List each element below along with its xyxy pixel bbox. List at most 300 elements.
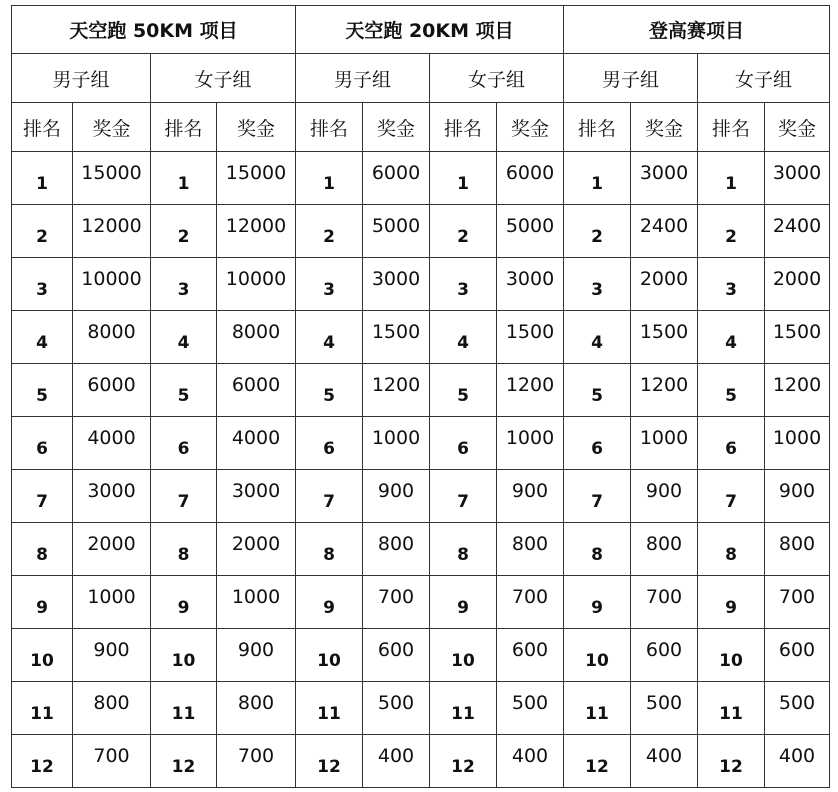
rank-value: 10 (317, 651, 341, 671)
prize-cell (765, 576, 830, 629)
rank-cell (296, 470, 363, 523)
prize-value: 600 (778, 639, 816, 661)
rank-cell (12, 629, 73, 682)
prize-value: 700 (93, 745, 130, 767)
rank-value: 11 (585, 704, 609, 724)
prize-value: 500 (377, 692, 415, 714)
rank-cell (151, 205, 217, 258)
group-header-row (12, 54, 830, 103)
prize-value: 600 (377, 639, 415, 661)
rank-cell (698, 470, 765, 523)
prize-value: 12000 (81, 215, 142, 237)
prize-cell (497, 205, 564, 258)
rank-cell (12, 470, 73, 523)
rank-cell (151, 364, 217, 417)
table-row (12, 682, 830, 735)
prize-value: 2400 (639, 215, 689, 237)
rank-value: 2 (36, 227, 48, 247)
rank-value: 7 (323, 492, 335, 512)
prize-cell (631, 735, 698, 788)
rank-cell (564, 629, 631, 682)
prize-cell (631, 576, 698, 629)
prize-value: 1000 (772, 427, 822, 449)
prize-cell (363, 417, 430, 470)
rank-cell (564, 205, 631, 258)
rank-value: 11 (451, 704, 475, 724)
prize-value: 400 (778, 745, 816, 767)
rank-cell (698, 311, 765, 364)
rank-value: 1 (323, 174, 335, 194)
group-header-men: 男子组 (564, 54, 698, 103)
rank-value: 3 (457, 280, 469, 300)
rank-header: 排名 (430, 103, 497, 152)
prize-value: 1000 (87, 586, 136, 608)
prize-cell (765, 629, 830, 682)
rank-cell (430, 735, 497, 788)
prize-cell (363, 735, 430, 788)
group-header-women: 女子组 (151, 54, 296, 103)
rank-value: 7 (177, 492, 190, 512)
prize-cell (765, 523, 830, 576)
prize-cell (73, 523, 151, 576)
prize-value: 700 (377, 586, 415, 608)
prize-cell (363, 152, 430, 205)
prize-cell (497, 152, 564, 205)
prize-value: 500 (778, 692, 816, 714)
prize-cell (73, 576, 151, 629)
rank-cell (430, 629, 497, 682)
rank-header: 排名 (296, 103, 363, 152)
prize-cell (497, 311, 564, 364)
rank-value: 2 (457, 227, 469, 247)
prize-cell (765, 152, 830, 205)
rank-value: 11 (30, 704, 54, 724)
rank-cell (698, 576, 765, 629)
group-header-women: 女子组 (698, 54, 830, 103)
prize-value: 3000 (505, 268, 555, 290)
prize-value: 700 (645, 586, 683, 608)
prize-value: 800 (377, 533, 415, 555)
rank-value: 8 (457, 545, 469, 565)
prize-value: 1000 (505, 427, 555, 449)
prize-cell (631, 205, 698, 258)
prize-cell (765, 417, 830, 470)
rank-value: 3 (725, 280, 737, 300)
rank-value: 8 (591, 545, 603, 565)
rank-value: 2 (177, 227, 190, 247)
prize-value: 1500 (505, 321, 555, 343)
rank-value: 9 (725, 598, 737, 618)
prize-value: 2000 (231, 533, 281, 555)
rank-cell (564, 576, 631, 629)
prize-cell (631, 629, 698, 682)
prize-value: 900 (377, 480, 415, 502)
prize-cell (217, 258, 296, 311)
rank-value: 4 (323, 333, 335, 353)
rank-cell (151, 682, 217, 735)
prize-header: 奖金 (765, 103, 830, 152)
prize-value: 1500 (772, 321, 822, 343)
rank-cell (564, 523, 631, 576)
prize-header: 奖金 (363, 103, 430, 152)
prize-value: 2000 (87, 533, 136, 555)
prize-value: 2400 (772, 215, 822, 237)
rank-cell (12, 152, 73, 205)
rank-cell (698, 205, 765, 258)
rank-value: 9 (177, 598, 190, 618)
rank-header: 排名 (698, 103, 765, 152)
prize-cell (217, 205, 296, 258)
prize-value: 3000 (87, 480, 136, 502)
rank-cell (564, 152, 631, 205)
rank-cell (430, 523, 497, 576)
prize-cell (217, 364, 296, 417)
rank-cell (151, 152, 217, 205)
rank-value: 12 (585, 757, 609, 777)
rank-cell (698, 258, 765, 311)
rank-cell (698, 735, 765, 788)
prize-cell (73, 682, 151, 735)
prize-cell (497, 364, 564, 417)
table-row (12, 523, 830, 576)
prize-cell (217, 735, 296, 788)
prize-cell (631, 682, 698, 735)
prize-cell (631, 470, 698, 523)
prize-cell (217, 523, 296, 576)
rank-cell (296, 258, 363, 311)
prize-value: 6000 (505, 162, 555, 184)
prize-cell (631, 523, 698, 576)
prize-value: 400 (645, 745, 683, 767)
rank-cell (151, 576, 217, 629)
rank-value: 9 (591, 598, 603, 618)
prize-cell (497, 682, 564, 735)
rank-cell (430, 470, 497, 523)
rank-cell (296, 364, 363, 417)
prize-cell (765, 258, 830, 311)
prize-value: 800 (778, 533, 816, 555)
rank-cell (564, 417, 631, 470)
prize-value: 1000 (231, 586, 281, 608)
rank-cell (296, 523, 363, 576)
prize-cell (765, 364, 830, 417)
prize-value: 10000 (225, 268, 287, 290)
prize-cell (363, 205, 430, 258)
prize-cell (73, 258, 151, 311)
rank-value: 7 (591, 492, 603, 512)
prize-value: 8000 (231, 321, 281, 343)
rank-cell (430, 205, 497, 258)
event-header-20km: 天空跑 20KM 项目 (296, 6, 564, 54)
rank-value: 1 (177, 174, 190, 194)
rank-cell (564, 258, 631, 311)
prize-value: 700 (237, 745, 275, 767)
prize-value: 3000 (772, 162, 822, 184)
prize-header: 奖金 (631, 103, 698, 152)
rank-cell (296, 682, 363, 735)
rank-value: 12 (317, 757, 341, 777)
prize-cell (765, 205, 830, 258)
column-header-row (12, 103, 830, 152)
rank-cell (698, 629, 765, 682)
prize-cell (217, 470, 296, 523)
prize-value: 1500 (371, 321, 421, 343)
prize-cell (217, 152, 296, 205)
rank-cell (296, 735, 363, 788)
rank-cell (698, 682, 765, 735)
rank-value: 3 (323, 280, 335, 300)
rank-cell (430, 152, 497, 205)
table-row (12, 629, 830, 682)
rank-value: 1 (36, 174, 48, 194)
prize-cell (765, 470, 830, 523)
rank-value: 8 (36, 545, 48, 565)
rank-value: 10 (719, 651, 743, 671)
rank-value: 4 (591, 333, 603, 353)
prize-value: 900 (778, 480, 816, 502)
prize-value: 700 (778, 586, 816, 608)
rank-value: 1 (591, 174, 603, 194)
rank-value: 6 (36, 439, 48, 459)
rank-value: 2 (591, 227, 603, 247)
rank-cell (12, 311, 73, 364)
rank-cell (151, 523, 217, 576)
prize-value: 3000 (639, 162, 689, 184)
prize-value: 1000 (371, 427, 421, 449)
prize-cell (73, 417, 151, 470)
prize-cell (73, 364, 151, 417)
rank-cell (151, 311, 217, 364)
prize-value: 800 (645, 533, 683, 555)
prize-value: 600 (645, 639, 683, 661)
prize-cell (363, 629, 430, 682)
prize-value: 6000 (231, 374, 281, 396)
prize-value: 1200 (371, 374, 421, 396)
rank-cell (12, 205, 73, 258)
rank-header: 排名 (564, 103, 631, 152)
prize-value: 5000 (371, 215, 421, 237)
prize-cell (765, 311, 830, 364)
rank-cell (151, 417, 217, 470)
prize-value: 900 (237, 639, 275, 661)
rank-cell (698, 364, 765, 417)
prize-value: 1200 (639, 374, 689, 396)
rank-value: 7 (725, 492, 737, 512)
prize-value: 3000 (371, 268, 421, 290)
rank-cell (296, 417, 363, 470)
prize-value: 800 (511, 533, 549, 555)
rank-cell (564, 470, 631, 523)
prize-value: 6000 (87, 374, 136, 396)
rank-value: 2 (725, 227, 737, 247)
rank-value: 10 (30, 651, 54, 671)
rank-value: 1 (725, 174, 737, 194)
rank-cell (564, 682, 631, 735)
prize-value: 1200 (772, 374, 822, 396)
prize-cell (363, 523, 430, 576)
prize-table (11, 5, 830, 788)
rank-cell (430, 576, 497, 629)
prize-value: 10000 (81, 268, 142, 290)
rank-value: 11 (171, 704, 196, 724)
prize-value: 3000 (231, 480, 281, 502)
prize-cell (363, 576, 430, 629)
table-row (12, 205, 830, 258)
prize-cell (73, 205, 151, 258)
prize-value: 15000 (225, 162, 287, 184)
rank-value: 5 (36, 386, 48, 406)
rank-value: 3 (36, 280, 48, 300)
prize-cell (497, 523, 564, 576)
prize-cell (497, 470, 564, 523)
rank-cell (698, 152, 765, 205)
rank-value: 6 (591, 439, 603, 459)
rank-cell (151, 735, 217, 788)
rank-value: 6 (323, 439, 335, 459)
prize-cell (73, 735, 151, 788)
rank-cell (12, 523, 73, 576)
prize-header: 奖金 (73, 103, 151, 152)
rank-value: 2 (323, 227, 335, 247)
event-header-row (12, 6, 830, 54)
rank-value: 4 (36, 333, 48, 353)
prize-value: 400 (511, 745, 549, 767)
rank-value: 9 (36, 598, 48, 618)
rank-cell (430, 417, 497, 470)
prize-table-body (12, 6, 830, 788)
rank-cell (430, 682, 497, 735)
rank-cell (698, 417, 765, 470)
rank-value: 4 (725, 333, 737, 353)
prize-cell (631, 152, 698, 205)
rank-value: 10 (451, 651, 475, 671)
prize-value: 6000 (371, 162, 421, 184)
prize-cell (631, 364, 698, 417)
prize-cell (73, 470, 151, 523)
table-row (12, 152, 830, 205)
rank-value: 10 (171, 651, 196, 671)
prize-cell (217, 682, 296, 735)
prize-value: 1000 (639, 427, 689, 449)
rank-cell (430, 258, 497, 311)
prize-cell (363, 682, 430, 735)
prize-cell (497, 629, 564, 682)
rank-value: 11 (719, 704, 743, 724)
rank-value: 3 (591, 280, 603, 300)
prize-value: 900 (511, 480, 549, 502)
rank-cell (151, 258, 217, 311)
rank-value: 9 (457, 598, 469, 618)
prize-cell (363, 311, 430, 364)
prize-cell (73, 629, 151, 682)
rank-header: 排名 (151, 103, 217, 152)
rank-value: 6 (177, 439, 190, 459)
prize-value: 4000 (231, 427, 281, 449)
rank-cell (296, 152, 363, 205)
rank-value: 5 (323, 386, 335, 406)
prize-value: 900 (93, 639, 130, 661)
rank-value: 7 (457, 492, 469, 512)
rank-value: 5 (457, 386, 469, 406)
rank-header: 排名 (12, 103, 73, 152)
rank-value: 7 (36, 492, 48, 512)
prize-value: 500 (645, 692, 683, 714)
rank-cell (296, 576, 363, 629)
table-row (12, 311, 830, 364)
rank-value: 12 (719, 757, 743, 777)
table-row (12, 364, 830, 417)
rank-value: 8 (323, 545, 335, 565)
rank-cell (296, 629, 363, 682)
prize-cell (631, 258, 698, 311)
rank-value: 5 (177, 386, 190, 406)
prize-value: 1500 (639, 321, 689, 343)
prize-cell (497, 417, 564, 470)
prize-cell (363, 364, 430, 417)
rank-value: 4 (177, 333, 190, 353)
rank-cell (12, 682, 73, 735)
rank-value: 10 (585, 651, 609, 671)
rank-cell (564, 364, 631, 417)
rank-cell (151, 629, 217, 682)
rank-cell (12, 258, 73, 311)
prize-cell (631, 417, 698, 470)
rank-value: 3 (177, 280, 190, 300)
rank-value: 12 (451, 757, 475, 777)
prize-value: 8000 (87, 321, 136, 343)
prize-value: 4000 (87, 427, 136, 449)
prize-cell (497, 258, 564, 311)
group-header-men: 男子组 (12, 54, 151, 103)
rank-value: 5 (725, 386, 737, 406)
rank-value: 12 (30, 757, 54, 777)
prize-value: 800 (237, 692, 275, 714)
rank-cell (564, 311, 631, 364)
prize-cell (497, 735, 564, 788)
rank-cell (698, 523, 765, 576)
rank-cell (564, 735, 631, 788)
prize-cell (217, 629, 296, 682)
rank-cell (12, 576, 73, 629)
rank-value: 12 (171, 757, 196, 777)
rank-value: 11 (317, 704, 341, 724)
event-header-50km: 天空跑 50KM 项目 (12, 6, 296, 54)
group-header-women: 女子组 (430, 54, 564, 103)
rank-cell (12, 735, 73, 788)
prize-cell (363, 258, 430, 311)
rank-value: 1 (457, 174, 469, 194)
prize-value: 400 (377, 745, 415, 767)
table-row (12, 470, 830, 523)
rank-value: 8 (725, 545, 737, 565)
prize-value: 700 (511, 586, 549, 608)
prize-value: 12000 (225, 215, 287, 237)
prize-value: 2000 (639, 268, 689, 290)
group-header-men: 男子组 (296, 54, 430, 103)
rank-cell (12, 364, 73, 417)
rank-cell (296, 205, 363, 258)
rank-cell (296, 311, 363, 364)
prize-cell (73, 152, 151, 205)
rank-value: 8 (177, 545, 190, 565)
rank-cell (151, 470, 217, 523)
rank-value: 9 (323, 598, 335, 618)
rank-value: 4 (457, 333, 469, 353)
prize-value: 500 (511, 692, 549, 714)
rank-value: 5 (591, 386, 603, 406)
prize-cell (217, 576, 296, 629)
prize-value: 1200 (505, 374, 555, 396)
